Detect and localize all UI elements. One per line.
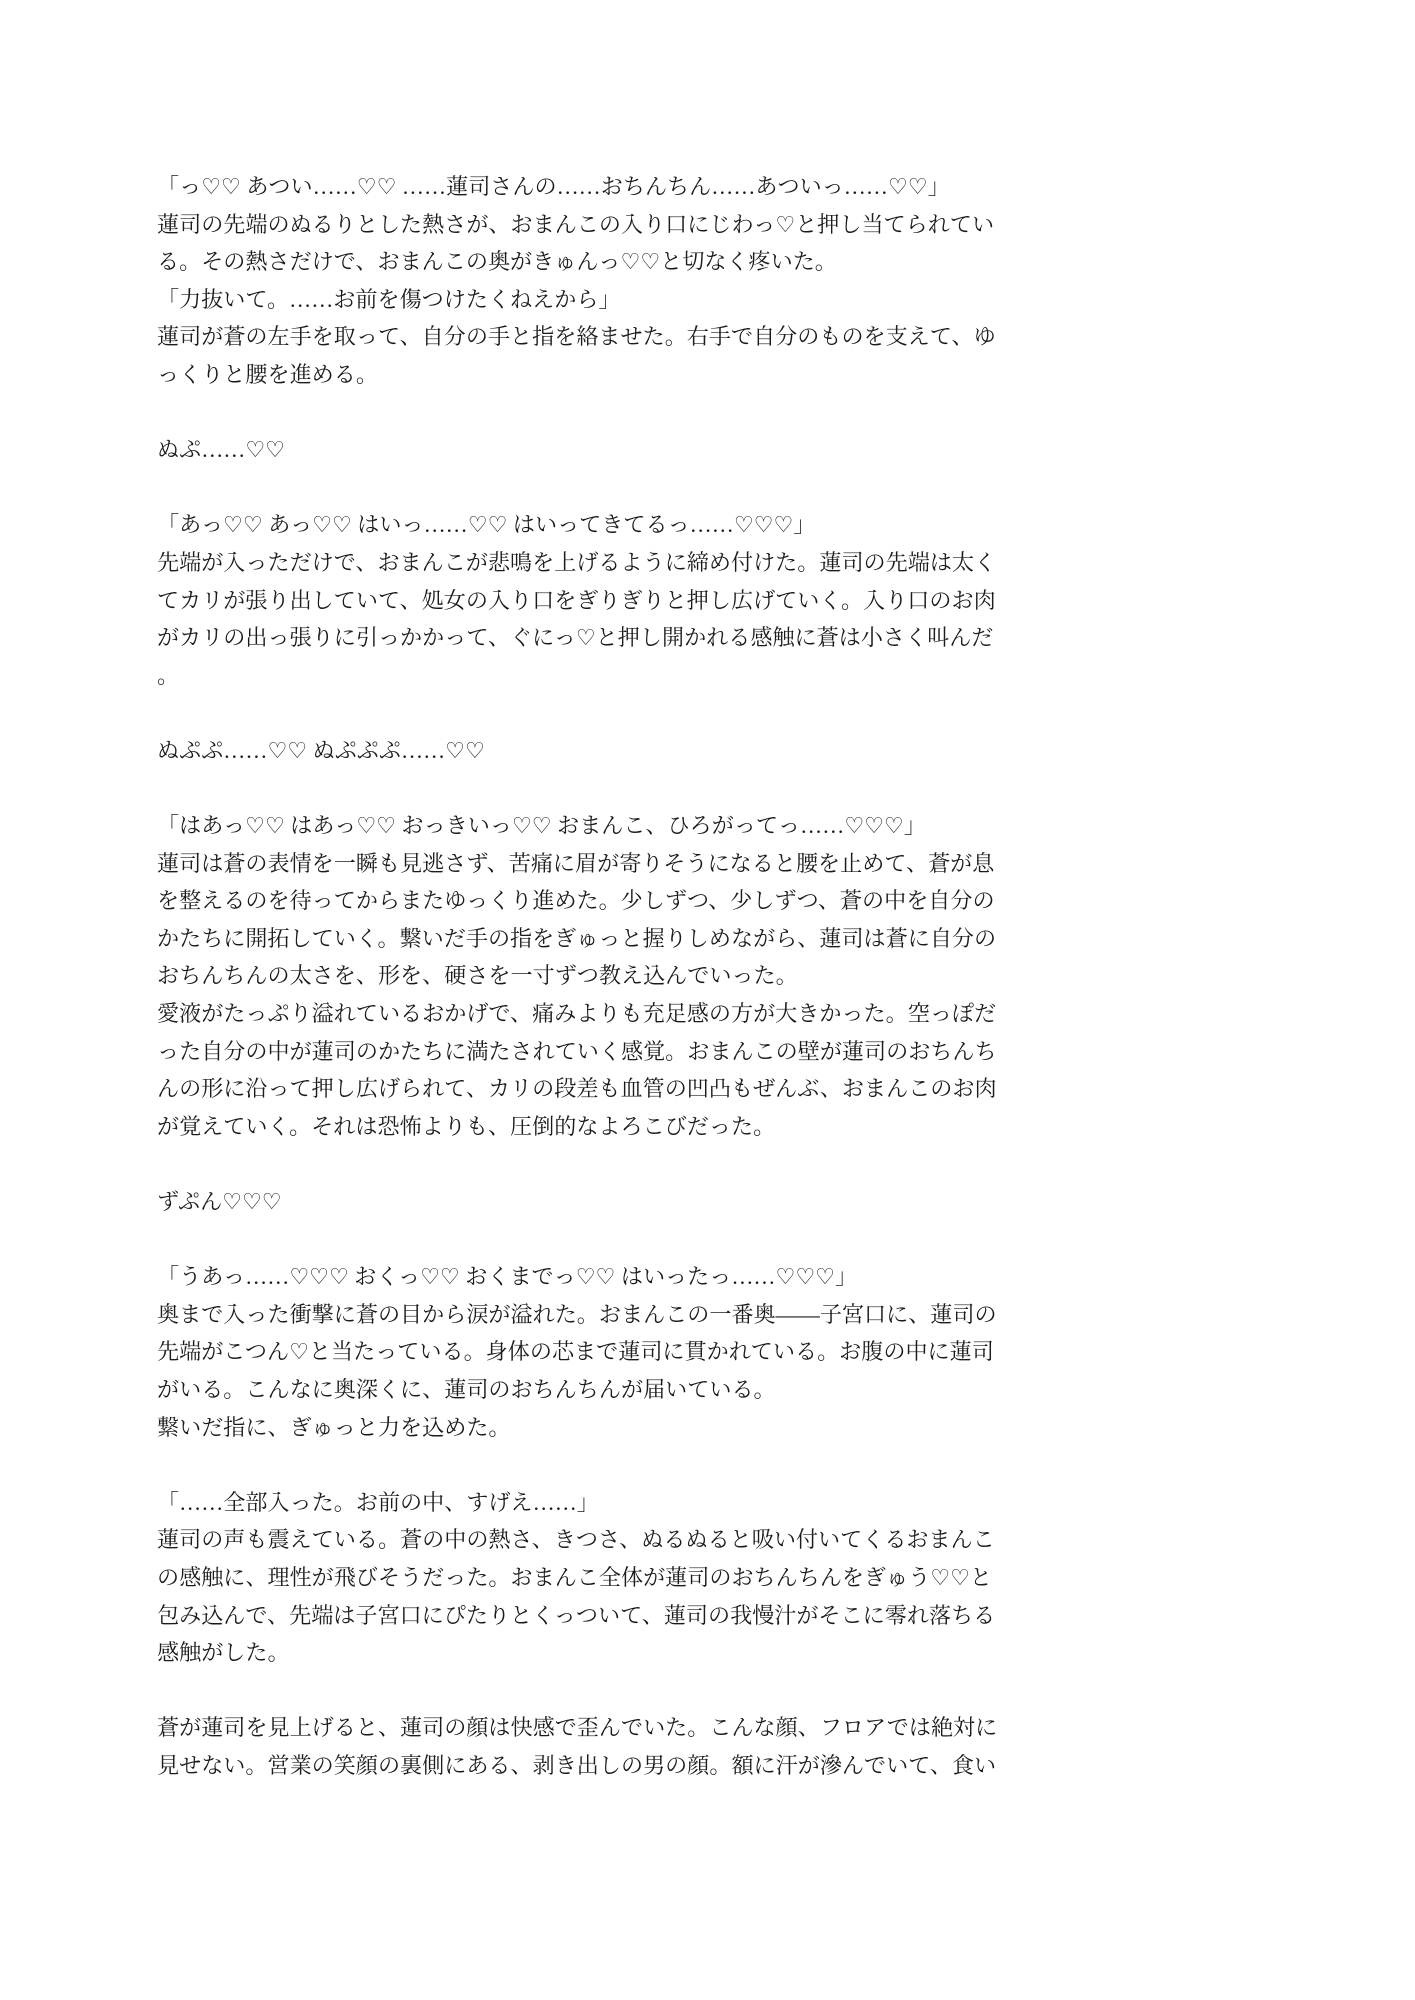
text-line: ぬぷ……♡♡ <box>157 437 285 463</box>
text-line: 「っ♡♡ あつい……♡♡ ……蓮司さんの……おちんちん……あついっ……♡♡」 <box>157 174 950 199</box>
text-line: 蒼が蓮司を見上げると、蓮司の顔は快感で歪んでいた。こんな顔、フロアでは絶対に <box>157 1715 998 1741</box>
text-line <box>157 1672 1265 1710</box>
text-line: ずぷん♡♡♡ <box>157 1189 282 1215</box>
text-line: がいる。こんなに奥深くに、蓮司のおちんちんが届いている。 <box>157 1377 776 1402</box>
text-line: おちんちんの太さを、形を、硬さを一寸ずつ教え込んでいった。 <box>157 963 798 989</box>
text-line: かたちに開拓していく。繋いだ手の指をぎゅっと握りしめながら、蓮司は蒼に自分の <box>157 925 997 951</box>
text-line: る。その熱さだけで、おまんこの奥がきゅんっ♡♡と切なく疼いた。 <box>157 249 837 275</box>
text-line: が覚えていく。それは恐怖よりも、圧倒的なよろこびだった。 <box>157 1113 776 1139</box>
text-line: 包み込んで、先端は子宮口にぴたりとくっついて、蓮司の我慢汁がそこに零れ落ちる <box>157 1602 996 1628</box>
text-line: 「……全部入った。お前の中、すげえ……」 <box>157 1489 599 1515</box>
text-line: がカリの出っ張りに引っかかって、ぐにっ♡と押し開かれる感触に蒼は小さく叫んだ <box>157 625 994 651</box>
text-line: 蓮司の声も震えている。蒼の中の熱さ、きつさ、ぬるぬると吸い付いてくるおまんこ <box>157 1527 995 1553</box>
text-line <box>157 1446 1265 1484</box>
text-line: 先端がこつん♡と当たっている。身体の芯まで蓮司に貫かれている。お腹の中に蓮司 <box>157 1339 994 1365</box>
text-line: を整えるのを待ってからまたゆっくり進めた。少しずつ、少しずつ、蒼の中を自分の <box>157 888 995 914</box>
text-line: 先端が入っただけで、おまんこが悲鳴を上げるように締め付けた。蓮司の先端は太く <box>157 549 997 575</box>
text-line: った自分の中が蓮司のかたちに満たされていく感覚。おまんこの壁が蓮司のおちんち <box>157 1038 997 1064</box>
text-line: 蓮司の先端のぬるりとした熱さが、おまんこの入り口にじわっ♡と押し当てられてい <box>157 211 995 237</box>
text-line <box>157 694 1265 732</box>
text-line: 繋いだ指に、ぎゅっと力を込めた。 <box>157 1414 511 1440</box>
text-line: てカリが張り出していて、処女の入り口をぎりぎりと押し広げていく。入り口のお肉 <box>157 587 996 613</box>
text-line: 見せない。営業の笑顔の裏側にある、剥き出しの男の顔。額に汗が滲んでいて、食い <box>157 1752 997 1778</box>
text-line <box>157 770 1265 808</box>
text-line: 蓮司は蒼の表情を一瞬も見逃さず、苦痛に眉が寄りそうになると腰を止めて、蒼が息 <box>157 850 995 876</box>
text-line <box>157 1145 1265 1183</box>
text-line: 「うあっ……♡♡♡ おくっ♡♡ おくまでっ♡♡ はいったっ……♡♡♡」 <box>157 1264 858 1290</box>
text-line: んの形に沿って押し広げられて、カリの段差も血管の凹凸もぜんぶ、おまんこのお肉 <box>157 1076 997 1102</box>
text-line: 「はあっ♡♡ はあっ♡♡ おっきいっ♡♡ おまんこ、ひろがってっ……♡♡♡」 <box>157 813 926 839</box>
text-line <box>157 394 1265 432</box>
text-line: ぬぷぷ……♡♡ ぬぷぷぷ……♡♡ <box>157 737 485 763</box>
text-line: っくりと腰を進める。 <box>157 361 378 387</box>
text-line <box>157 1221 1265 1259</box>
text-line: 「力抜いて。……お前を傷つけたくねえから」 <box>157 286 621 312</box>
text-line: 「あっ♡♡ あっ♡♡ はいっ……♡♡ はいってきてるっ……♡♡♡」 <box>157 512 816 538</box>
text-line: 。 <box>157 662 180 688</box>
text-line: 感触がした。 <box>157 1640 290 1666</box>
text-line <box>157 469 1265 507</box>
text-line: 愛液がたっぷり溢れているおかげで、痛みよりも充足感の方が大きかった。空っぽだ <box>157 1001 997 1027</box>
text-line: の感触に、理性が飛びそうだった。おまんこ全体が蓮司のおちんちんをぎゅう♡♡と <box>157 1564 992 1590</box>
text-line: 蓮司が蒼の左手を取って、自分の手と指を絡ませた。右手で自分のものを支えて、ゆ <box>157 324 996 350</box>
document-text <box>157 168 1265 1785</box>
text-line: 奥まで入った衝撃に蒼の目から涙が溢れた。おまんこの一番奥——子宮口に、蓮司の <box>157 1301 997 1327</box>
